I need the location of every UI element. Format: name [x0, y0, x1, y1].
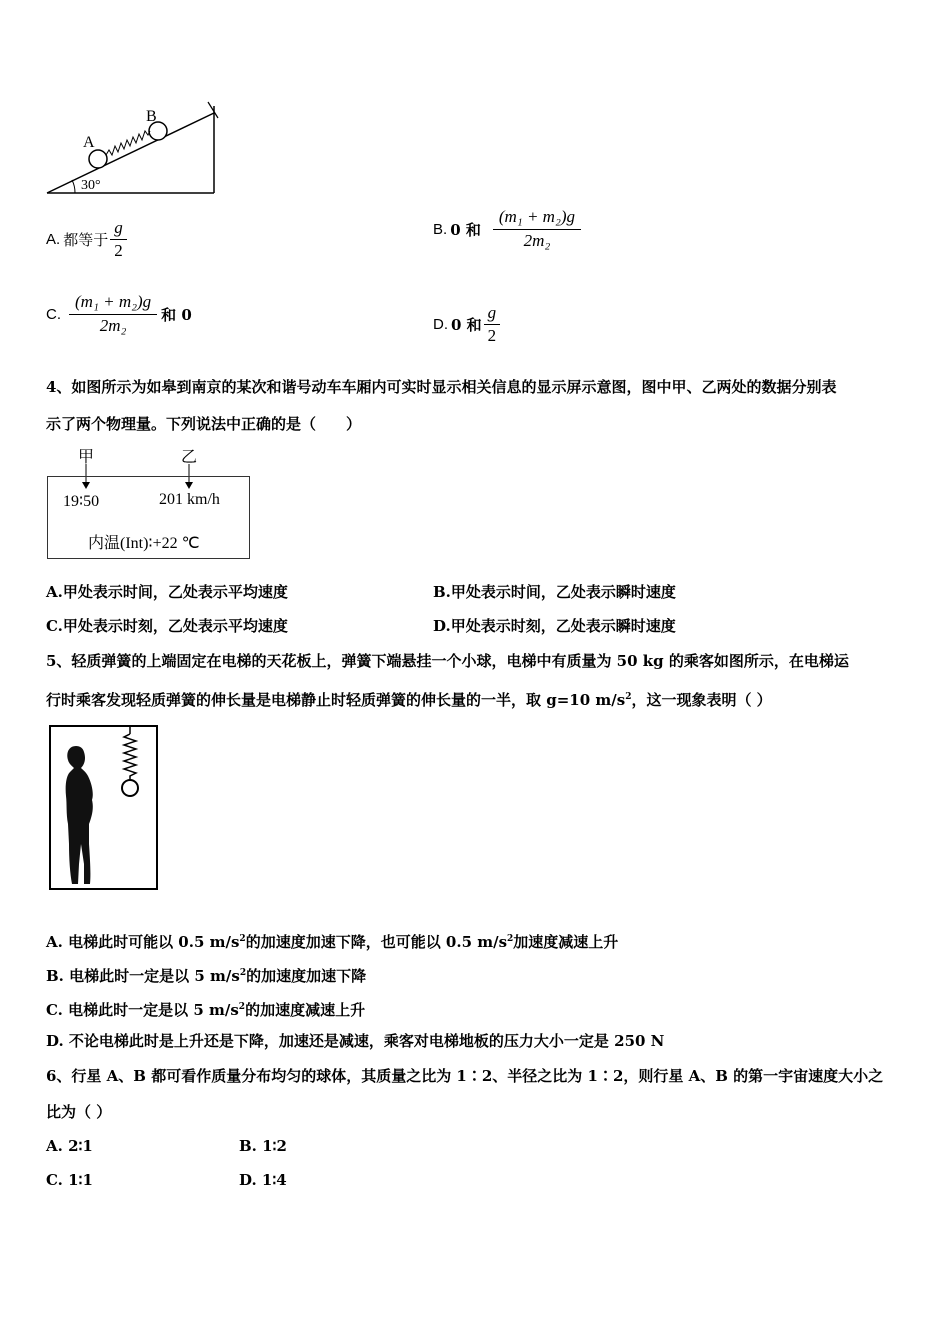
superscript: 2 — [239, 968, 247, 978]
q4-option-a[interactable]: A.甲处表示时间，乙处表示平均速度 — [46, 583, 288, 601]
fraction-denominator: 2 — [114, 241, 123, 260]
q5-stem-line2-text: 行时乘客发现轻质弹簧的伸长量是电梯静止时轻质弹簧的伸长量的一半，取 g=10 m/s — [46, 691, 626, 709]
q6-stem-line2: 比为（ ） — [46, 1103, 112, 1121]
option-prefix: A. — [46, 231, 61, 248]
option-text: 0 和 — [451, 316, 482, 334]
fraction-denominator: 2 — [487, 326, 497, 345]
display-time: 19∶50 — [63, 493, 100, 510]
fraction-denominator: 2m₂ — [523, 231, 551, 250]
q6-stem-line1: 6、行星 A、B 都可看作质量分布均匀的球体，其质量之比为 1∶2、半径之比为 1∶2，则行星 A、B 的第一宇宙速度大小之 — [46, 1067, 884, 1085]
incline-spring-figure — [40, 98, 225, 198]
fraction-numerator: (m₁ + m₂)g — [69, 292, 157, 315]
q5-stem-line1: 5、轻质弹簧的上端固定在电梯的天花板上，弹簧下端悬挂一个小球，电梯中有质量为 50 kg 的乘客如图所示，在电梯运 — [46, 652, 849, 670]
q5-option-a[interactable] — [46, 929, 618, 952]
option-prefix: C. — [46, 305, 61, 323]
q6-option-d[interactable]: D. 1∶4 — [239, 1171, 287, 1189]
display-temperature: 内温(Int)∶+22 ℃ — [88, 535, 200, 552]
fraction-numerator: g — [110, 218, 127, 240]
option-text: 都等于 — [63, 231, 109, 249]
label-jia: 甲 — [78, 449, 95, 466]
option-text: B. 电梯此时一定是以 5 m/s — [46, 967, 240, 985]
option-text: A. 电梯此时可能以 0.5 m/s — [46, 933, 240, 951]
option-text: 的加速度加速下降，也可能以 0.5 m/s — [245, 933, 508, 951]
q4-stem-line1: 4、如图所示为如皋到南京的某次和谐号动车车厢内可实时显示相关信息的显示屏示意图，图中甲、乙两处的数据分别表 — [46, 378, 837, 396]
option-prefix: B. — [433, 220, 448, 238]
superscript: 2 — [507, 934, 514, 944]
fraction-denominator: 2m₂ — [99, 316, 127, 335]
angle-label: 30° — [81, 178, 101, 193]
elevator-passenger-figure — [48, 724, 160, 892]
fraction-numerator: g — [484, 303, 501, 325]
option-text: 和 0 — [161, 305, 192, 324]
display-speed: 201 km/h — [159, 491, 220, 508]
q3-option-d[interactable] — [433, 303, 500, 347]
option-text: 的加速度加速下降 — [246, 967, 367, 985]
q4-stem-line2: 示了两个物理量。下列说法中正确的是（ ） — [46, 415, 362, 433]
label-yi: 乙 — [181, 449, 198, 466]
q4-option-b[interactable]: B.甲处表示时间，乙处表示瞬时速度 — [433, 583, 676, 601]
q6-option-a[interactable]: A. 2∶1 — [46, 1137, 93, 1155]
option-text: 加速度减速上升 — [513, 933, 619, 951]
fraction — [484, 303, 501, 347]
train-display-screen — [47, 476, 250, 559]
fraction — [110, 218, 127, 262]
fraction — [69, 292, 157, 337]
option-text: 的加速度减速上升 — [245, 1001, 366, 1019]
q5-option-b[interactable] — [46, 963, 366, 986]
q3-option-b[interactable] — [433, 207, 581, 252]
q3-option-a[interactable] — [46, 218, 127, 262]
q3-option-c[interactable] — [46, 292, 192, 337]
q6-option-c[interactable]: C. 1∶1 — [46, 1171, 93, 1189]
superscript: 2 — [238, 1002, 246, 1012]
q5-stem-line2 — [46, 687, 772, 710]
option-text: C. 电梯此时一定是以 5 m/s — [46, 1001, 239, 1019]
superscript: 2 — [239, 934, 246, 944]
q5-option-d[interactable]: D. 不论电梯此时是上升还是下降，加速还是减速，乘客对电梯地板的压力大小一定是 250 N — [46, 1032, 665, 1050]
label-b: B — [146, 108, 157, 125]
fraction — [493, 207, 581, 252]
option-text: 0 和 — [450, 220, 481, 239]
q5-option-c[interactable] — [46, 997, 365, 1020]
q4-option-d[interactable]: D.甲处表示时刻，乙处表示瞬时速度 — [433, 617, 676, 635]
q6-option-b[interactable]: B. 1∶2 — [239, 1137, 287, 1155]
q4-option-c[interactable]: C.甲处表示时刻，乙处表示平均速度 — [46, 617, 288, 635]
label-a: A — [83, 134, 95, 151]
q5-stem-line2-tail: ，这一现象表明（ ） — [631, 691, 772, 709]
superscript: 2 — [625, 692, 632, 702]
option-prefix: D. — [433, 316, 448, 333]
fraction-numerator: (m₁ + m₂)g — [493, 207, 581, 230]
